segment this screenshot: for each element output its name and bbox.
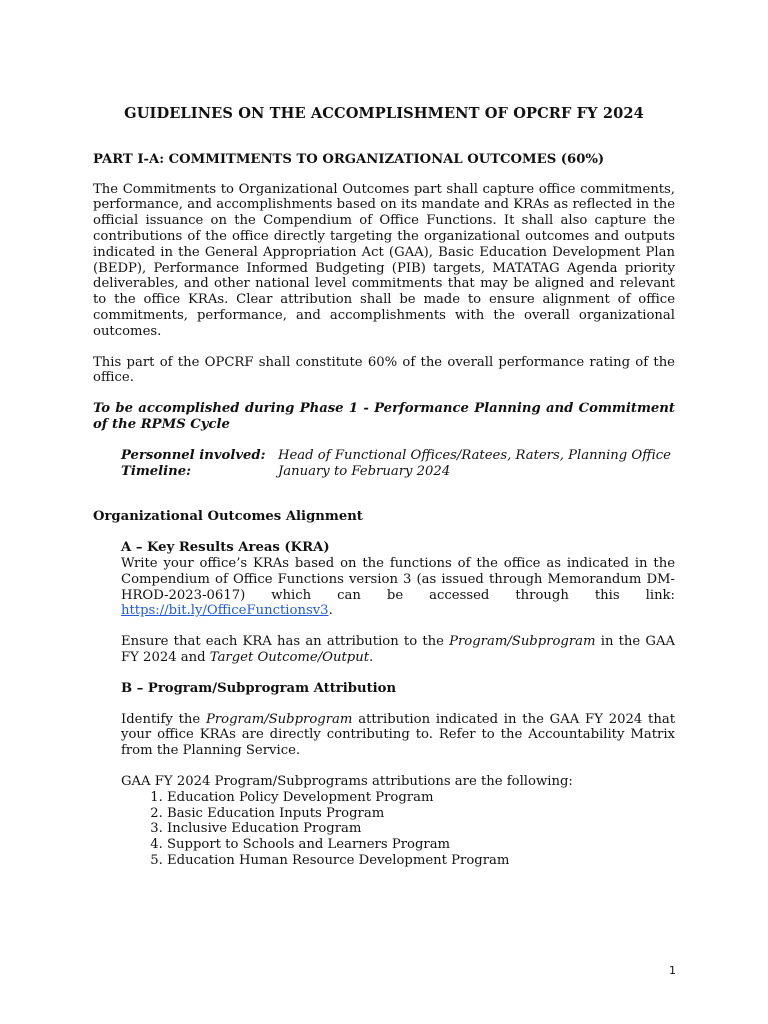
timeline-label: Timeline: — [121, 463, 192, 479]
kra-ensure-paragraph: Ensure that each KRA has an attribution to the Program/Subprogram in the GAA FY 2024 and Target Outcome/Output. — [121, 634, 675, 665]
program-heading: B – Program/Subprogram Attribution — [121, 680, 397, 696]
rating-paragraph: This part of the OPCRF shall constitute 60% of the overall performance rating of the office. — [93, 354, 675, 386]
personnel-row — [121, 448, 675, 464]
kra-text: Write your office’s KRAs based on the functions of the office as indicated in the Compendium of Office Functions version 3 (as issued through Memorandum DM-HROD-2023-0617) which can be accessed through this link: — [121, 555, 675, 603]
kra-paragraph: Write your office’s KRAs based on the functions of the office as indicated in the Compendium of Office Functions version 3 (as issued through Memorandum DM-HROD-2023-0617) which can be accessed through this link: https://bit.ly/OfficeFunctionsv3. — [121, 555, 675, 619]
list-item: 2. Basic Education Inputs Program — [167, 806, 675, 822]
page-number: 1 — [669, 964, 676, 977]
personnel-label: Personnel involved: — [121, 447, 266, 463]
program-list-intro: GAA FY 2024 Program/Subprograms attributions are the following: — [121, 773, 573, 789]
intro-paragraph: The Commitments to Organizational Outcomes part shall capture office commitments, performance, and accomplishments based on its mandate and KRAs as reflected in the official issuance on the Compendium of Office Functions. It shall also capture the contributions of the office directly targeting the organizational outcomes and outputs indicated in the General Appropriation Act (GAA), Basic Education Development Plan (BEDP), Performance Informed Budgeting (PIB) targets, MATATAG Agenda priority deliverables, and other national level commitments that may be aligned and relevant to the office KRAs. Clear attribution shall be made to ensure alignment of office commitments, performance, and accomplishments with the overall organizational outcomes. — [93, 181, 675, 339]
kra-section — [93, 540, 675, 869]
info-block — [93, 448, 675, 480]
document-title: GUIDELINES ON THE ACCOMPLISHMENT OF OPCRF FY 2024 — [124, 105, 644, 122]
office-functions-link[interactable]: https://bit.ly/OfficeFunctionsv3 — [121, 603, 329, 619]
list-item: 1. Education Policy Development Program — [167, 790, 675, 806]
list-item: 5. Education Human Resource Development Program — [167, 853, 675, 869]
list-item: 3. Inclusive Education Program — [167, 821, 675, 837]
page-content — [93, 106, 675, 869]
timeline-value: January to February 2024 — [278, 463, 451, 479]
program-list — [121, 790, 675, 869]
phase-note: To be accomplished during Phase 1 - Performance Planning and Commitment of the RPMS Cycle — [93, 401, 675, 432]
personnel-value: Head of Functional Offices/Ratees, Raters, Planning Office — [278, 447, 671, 463]
list-item: 4. Support to Schools and Learners Program — [167, 837, 675, 853]
alignment-heading: Organizational Outcomes Alignment — [93, 509, 363, 525]
kra-heading: A – Key Results Areas (KRA) — [121, 540, 330, 556]
timeline-row — [121, 464, 675, 480]
program-identify-paragraph: Identify the Program/Subprogram attribution indicated in the GAA FY 2024 that your office KRAs are directly contributing to. Refer to the Accountability Matrix from the Planning Service. — [121, 711, 675, 759]
part-heading: PART I-A: COMMITMENTS TO ORGANIZATIONAL OUTCOMES (60%) — [93, 151, 605, 167]
